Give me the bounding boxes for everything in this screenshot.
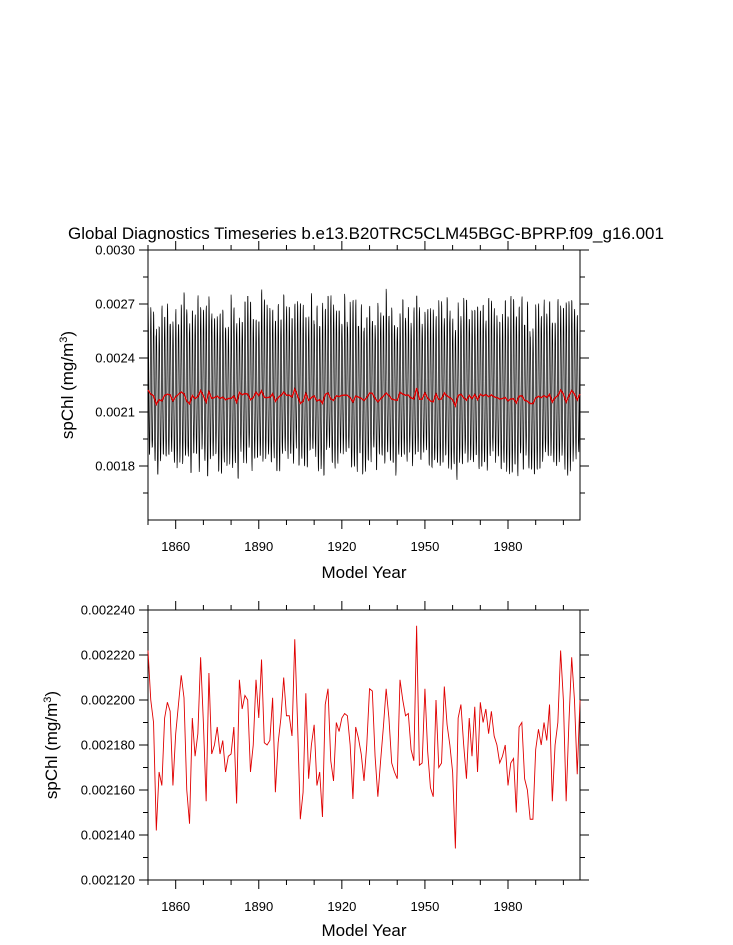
top-y-axis-title: spChl $(mg/m^3)$ [58,330,77,440]
bottom-y-tick-label: 0.002140 [80,827,135,843]
bottom-data-lines [148,626,580,849]
bottom-x-tick-label: 1890 [244,899,274,914]
bottom-y-axis-title: spChl $(mg/m^3)$ [42,690,61,800]
top-x-axis-title: Model Year [321,563,407,582]
top-y-tick-label: 0.0030 [95,242,135,258]
top-chart [58,224,664,582]
bottom-x-tick-label: 1980 [493,899,523,914]
top-y-tick-label: 0.0018 [95,458,135,474]
bottom-y-tick-label: 0.002120 [80,872,135,888]
bottom-plot-frame [148,610,580,880]
bottom-chart [42,601,589,940]
annual-mean-series-line [148,626,580,849]
bottom-y-tick-label: 0.002220 [80,647,135,663]
top-y-tick-label: 0.0027 [95,296,135,312]
top-x-tick-label: 1950 [410,539,440,554]
top-x-tick-label: 1860 [161,539,191,554]
bottom-y-tick-label: 0.002160 [80,782,135,798]
bottom-x-tick-label: 1920 [327,899,357,914]
top-y-tick-label: 0.0024 [95,350,135,366]
bottom-x-tick-label: 1860 [161,899,191,914]
bottom-x-axis-title: Model Year [321,921,407,940]
bottom-y-tick-label: 0.002240 [80,602,135,618]
top-x-tick-label: 1920 [327,539,357,554]
top-x-tick-label: 1890 [244,539,274,554]
top-plot-frame [148,250,580,520]
bottom-y-tick-label: 0.002200 [80,692,135,708]
top-x-tick-label: 1980 [493,539,523,554]
bottom-y-tick-label: 0.002180 [80,737,135,753]
bottom-x-tick-label: 1950 [410,899,440,914]
chart-title: Global Diagnostics Timeseries b.e13.B20TRC5CLM45BGC-BPRP.f09_g16.001 [68,224,664,243]
monthly-series-line [148,289,580,480]
top-y-tick-label: 0.0021 [95,404,135,420]
top-data-lines [148,289,580,480]
